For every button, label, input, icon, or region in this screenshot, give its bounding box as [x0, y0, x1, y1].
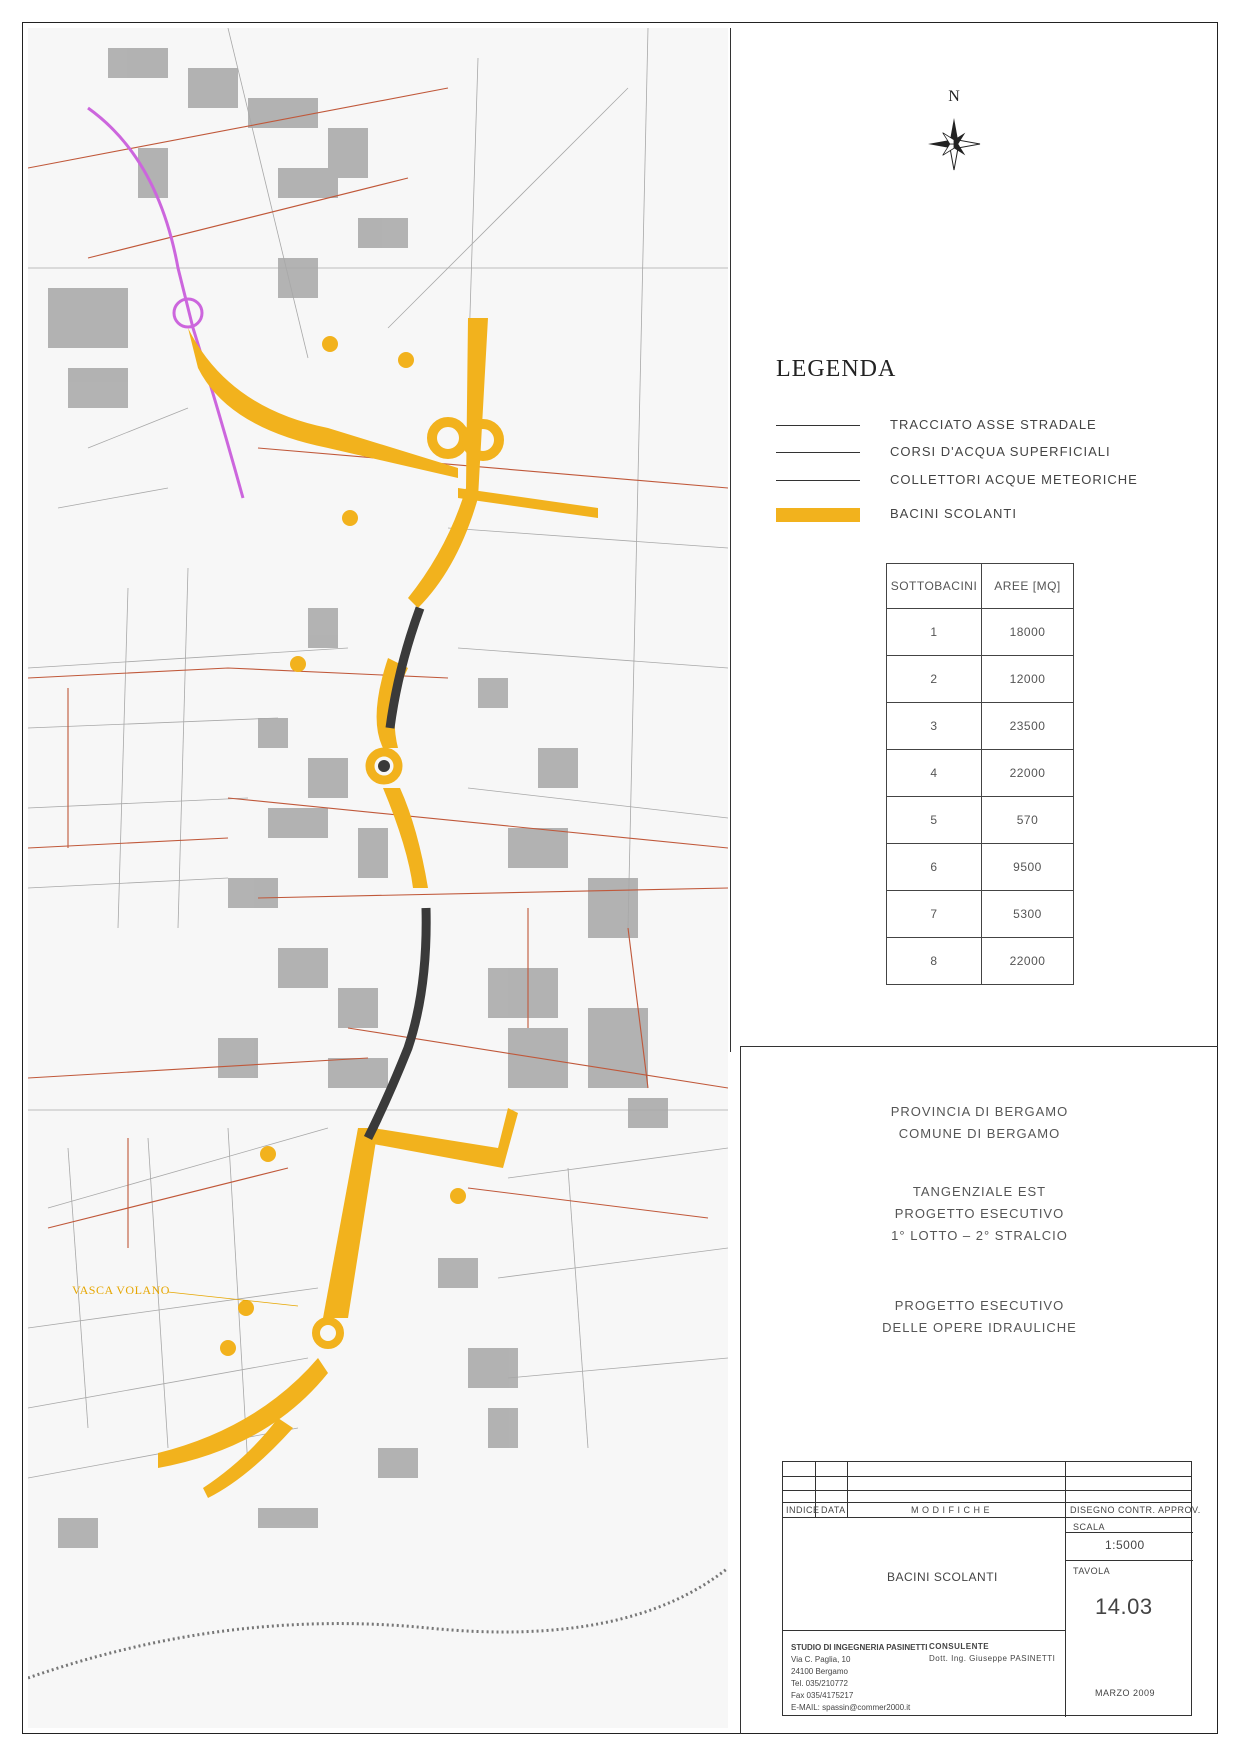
revision-cartouche — [782, 1461, 1201, 1716]
document-subject: DELLE OPERE IDRAULICHE — [882, 1320, 1077, 1335]
legend-item-watercourses — [776, 443, 1176, 463]
drawing-date: MARZO 2009 — [1095, 1688, 1156, 1698]
subbasin-id: 4 — [887, 750, 982, 797]
tavola-label: TAVOLA — [1073, 1566, 1111, 1576]
subbasin-area: 12000 — [982, 656, 1074, 703]
legend-item-road-axis — [776, 416, 1176, 436]
subbasin-area: 5300 — [982, 891, 1074, 938]
subbasin-area: 570 — [982, 797, 1074, 844]
subbasin-area-table — [886, 563, 1074, 985]
map-legend-divider — [730, 28, 731, 1052]
document-type: PROGETTO ESECUTIVO — [894, 1298, 1065, 1313]
column-header-subbasin: SOTTOBACINI — [887, 564, 982, 609]
legend-band-swatch — [776, 508, 860, 522]
legend-item-collectors — [776, 471, 1176, 491]
table-header-row — [887, 564, 1074, 609]
studio-name: STUDIO DI INGEGNERIA PASINETTI — [791, 1643, 928, 1652]
scala-label: SCALA — [1073, 1522, 1106, 1532]
studio-info — [791, 1642, 927, 1714]
consultant-label: CONSULENTE — [929, 1642, 990, 1651]
studio-city: 24100 Bergamo — [791, 1667, 848, 1676]
column-modifiche: M O D I F I C H E — [911, 1505, 991, 1515]
municipality-label: COMUNE DI BERGAMO — [898, 1126, 1061, 1141]
cartouche-rule — [1065, 1560, 1193, 1561]
legend-item-label: TRACCIATO ASSE STRADALE — [890, 417, 1097, 432]
legend-item-label: CORSI D'ACQUA SUPERFICIALI — [890, 444, 1111, 459]
vasca-volano-label: VASCA VOLANO — [72, 1283, 170, 1297]
legend-line-swatch — [776, 480, 860, 481]
studio-email: E-MAIL: spassin@commer2000.it — [791, 1703, 911, 1712]
table-row — [887, 750, 1074, 797]
studio-tel: Tel. 035/210772 — [791, 1679, 848, 1688]
table-row — [887, 844, 1074, 891]
legend-line-swatch — [776, 452, 860, 453]
drawing-title: BACINI SCOLANTI — [887, 1570, 998, 1584]
subbasin-id: 2 — [887, 656, 982, 703]
subbasin-id: 6 — [887, 844, 982, 891]
map-canvas[interactable] — [28, 28, 728, 1728]
project-lot: 1° LOTTO – 2° STRALCIO — [891, 1228, 1068, 1243]
cartouche-rule — [847, 1462, 848, 1517]
table-row — [887, 656, 1074, 703]
cartouche-rule — [783, 1630, 1065, 1631]
scala-value: 1:5000 — [1105, 1538, 1145, 1552]
studio-address: Via C. Paglia, 10 — [791, 1655, 851, 1664]
legend-item-label: COLLETTORI ACQUE METEORICHE — [890, 472, 1138, 487]
subbasin-area: 22000 — [982, 938, 1074, 985]
legend-item-label: BACINI SCOLANTI — [890, 506, 1017, 521]
cartouche-rule — [1065, 1462, 1066, 1717]
subbasin-id: 1 — [887, 609, 982, 656]
tavola-value: 14.03 — [1095, 1594, 1153, 1619]
cartouche-rule — [783, 1517, 1191, 1518]
subbasin-area: 9500 — [982, 844, 1074, 891]
subbasin-area: 23500 — [982, 703, 1074, 750]
legend-item-basins — [776, 505, 1176, 525]
subbasin-id: 8 — [887, 938, 982, 985]
column-disegno: DISEGNO CONTR. APPROV. — [1070, 1505, 1201, 1515]
subbasin-area: 18000 — [982, 609, 1074, 656]
subbasin-area: 22000 — [982, 750, 1074, 797]
roundabout-center — [378, 760, 390, 772]
table-row — [887, 797, 1074, 844]
compass-rose-icon — [924, 106, 984, 186]
cartouche-rule — [1065, 1532, 1193, 1533]
column-data: DATA — [821, 1505, 846, 1515]
cartouche-rule — [783, 1490, 1191, 1491]
cartouche-rule — [783, 1476, 1191, 1477]
table-row — [887, 609, 1074, 656]
legend-title: LEGENDA — [776, 356, 897, 382]
subbasin-id: 7 — [887, 891, 982, 938]
north-label: N — [948, 88, 960, 105]
column-indice: INDICE — [786, 1505, 820, 1515]
column-header-area: AREE [MQ] — [982, 564, 1074, 609]
table-row — [887, 703, 1074, 750]
project-phase: PROGETTO ESECUTIVO — [894, 1206, 1065, 1221]
studio-fax: Fax 035/4175217 — [791, 1691, 854, 1700]
legend-line-swatch — [776, 425, 860, 426]
project-name: TANGENZIALE EST — [912, 1184, 1047, 1199]
cartouche-rule — [783, 1502, 1191, 1503]
subbasin-id: 3 — [887, 703, 982, 750]
subbasin-id: 5 — [887, 797, 982, 844]
north-arrow — [924, 88, 984, 188]
table-row — [887, 891, 1074, 938]
province-label: PROVINCIA DI BERGAMO — [890, 1104, 1069, 1119]
table-row — [887, 938, 1074, 985]
consultant-name: Dott. Ing. Giuseppe PASINETTI — [929, 1654, 1056, 1663]
